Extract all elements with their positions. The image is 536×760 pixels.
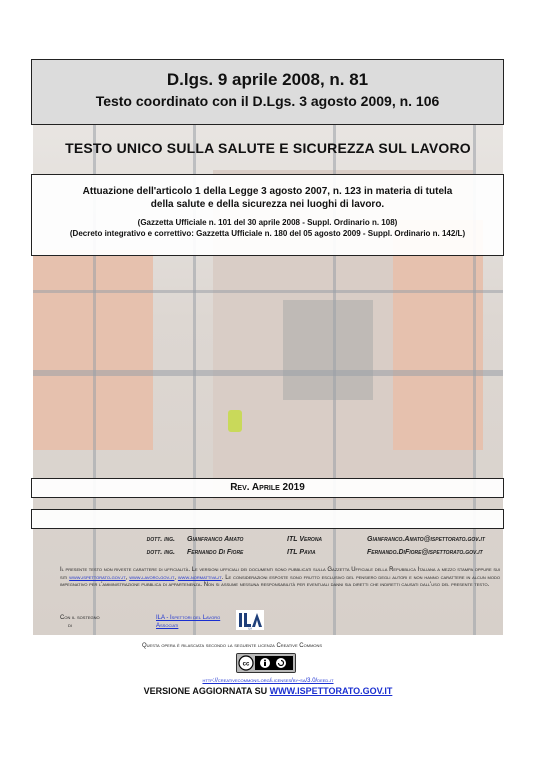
disclaimer-text <box>60 567 500 590</box>
document-title: D.lgs. 9 aprile 2008, n. 81 <box>166 70 369 89</box>
link-normattiva[interactable]: www.normattiva.it <box>177 574 222 581</box>
main-heading: TESTO UNICO SULLA SALUTE E SICUREZZA SUL LAVORO <box>65 140 471 156</box>
author-email[interactable]: Fernando.DiFiore@ispettorato.gov.it <box>367 549 483 556</box>
disclaimer-part-1: Il presente testo non riveste carattere di ufficialità. Le versioni ufficiali dei documenti sono pubblicati sulla Gazzetta Ufficiale della Repubblica Italiana a mezzo stampa oppure sui siti <box>60 567 501 581</box>
author-name: Fernando Di Fiore <box>187 549 244 556</box>
revision-box <box>31 478 504 498</box>
info-line-2: della salute e della sicurezza nei luoghi di lavoro. <box>150 199 385 210</box>
author-office: ITL Pavia <box>287 549 316 556</box>
scaffold-plank <box>33 370 503 376</box>
info-line-1: Attuazione dell'articolo 1 della Legge 3 agosto 2007, n. 123 in materia di tutela <box>82 186 453 197</box>
cc-by-sa-badge[interactable] <box>236 653 296 673</box>
svg-text:cc: cc <box>242 661 250 668</box>
author-email[interactable]: Gianfranco.Amato@ispettorato.gov.it <box>367 536 485 543</box>
link-ispettorato[interactable]: www.ispettorato.gov.it <box>69 574 126 581</box>
gazzetta-line-2: (Decreto integrativo e correttivo: Gazzetta Ufficiale n. 180 del 05 agosto 2009 - Suppl. Ordinario n. 142/L) <box>69 229 466 238</box>
disclaimer-part-2: . Le considerazioni esposte sono frutto esclusivo del pensiero degli autori e non hanno carattere in alcun modo impegnativo per l'amministrazione pubblica di appartenenza. Non si assume nessuna responsabilità per eventuali danni sia diretti che indiretti causati dall'uso del presente testo. <box>60 574 500 588</box>
ila-link[interactable]: ILA - Ispettori del Lavoro Associati <box>156 615 221 629</box>
document-subtitle: Testo coordinato con il D.Lgs. 3 agosto 2009, n. 106 <box>95 93 440 109</box>
separator: , <box>125 574 130 581</box>
link-lavoro[interactable]: www.lavoro.gov.it <box>129 574 175 581</box>
author-title: dott. ing. <box>146 549 175 556</box>
authors-list <box>60 536 490 562</box>
author-office: ITL Verona <box>287 536 323 543</box>
revision-label: Rev. Aprile 2019 <box>230 482 305 493</box>
license-note: Questa opera è rilasciata secondo la seguente licenza Creative Commons <box>142 643 323 649</box>
scaffold-plank <box>33 290 503 293</box>
version-line <box>33 686 503 696</box>
author-name: Gianfranco Amato <box>187 536 244 543</box>
worker-figure <box>228 410 242 432</box>
window-opening <box>283 300 373 400</box>
ila-logo-text: ILA <box>248 627 252 630</box>
author-row <box>60 549 490 562</box>
support-label <box>60 614 100 630</box>
empty-box <box>31 509 504 529</box>
support-label-line-1: Con il sostegno <box>60 615 100 621</box>
version-label: VERSIONE AGGIORNATA SU <box>143 686 270 696</box>
version-link[interactable]: WWW.ISPETTORATO.GOV.IT <box>269 686 393 696</box>
sa-icon <box>276 658 286 668</box>
gazzetta-line-1: (Gazzetta Ufficiale n. 101 del 30 aprile 2008 - Suppl. Ordinario n. 108) <box>137 218 398 227</box>
author-row <box>60 536 490 549</box>
cc-license-link[interactable]: http://creativecommons.org/licenses/by-sa/3.0/deed.it <box>202 678 334 684</box>
separator: , <box>174 574 178 581</box>
info-box <box>31 174 504 256</box>
title-box <box>31 59 504 125</box>
author-title: dott. ing. <box>146 536 175 543</box>
ila-logo <box>236 610 264 630</box>
support-label-line-2: di <box>68 623 72 629</box>
